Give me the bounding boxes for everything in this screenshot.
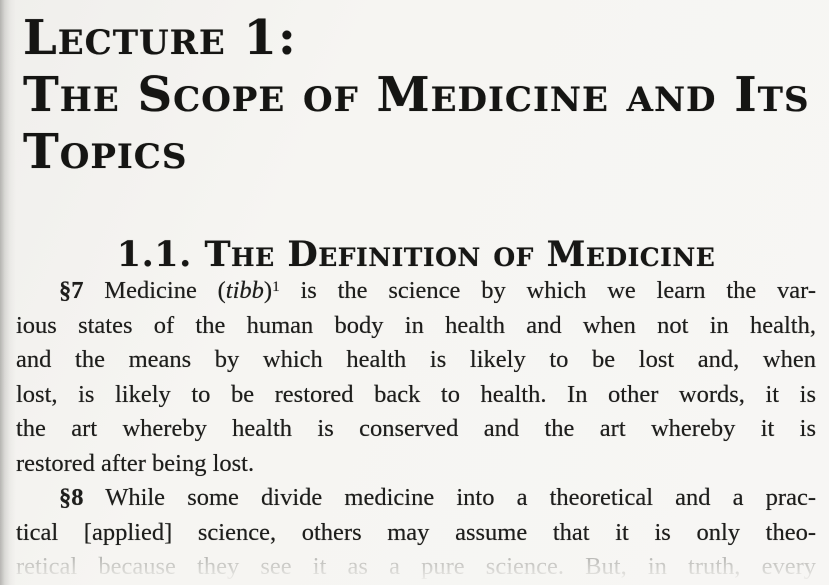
paragraph-8 — [16, 481, 816, 585]
section-marker: §8 — [59, 484, 84, 511]
faded-text-line: retical because they see it as a pure science. But, in truth, every — [16, 550, 816, 585]
text-line: ious states of the human body in health and when not in health, — [16, 311, 816, 339]
text-segment: Medicine ( — [83, 277, 226, 304]
text-line: restored after being lost. — [16, 449, 255, 477]
text-segment: is the science by which we learn the var- — [279, 277, 816, 304]
chapter-title-line-2: The Scope of Medicine and Its — [23, 67, 810, 123]
section-marker: §7 — [59, 277, 84, 304]
italic-term: tibb — [225, 277, 264, 304]
text-segment: ) — [263, 277, 273, 304]
text-line: lost, is likely to be restored back to health. In other words, it is — [16, 380, 816, 408]
text-line — [16, 274, 816, 309]
page-edge-shadow — [0, 0, 16, 585]
text-line: the art whereby health is conserved and the art whereby it is — [16, 415, 816, 442]
text-line: and the means by which health is likely to be lost and, when — [16, 346, 816, 373]
footnote-ref: 1 — [272, 278, 280, 295]
chapter-title-line-1: Lecture 1: — [23, 10, 297, 66]
text-line: tical [applied] science, others may assume that it is only theo- — [16, 518, 816, 546]
text-line — [16, 481, 816, 516]
text-segment: While some divide medicine into a theoretical and a prac- — [83, 484, 816, 511]
body-text — [16, 274, 816, 585]
chapter-title-line-3: Topics — [23, 124, 188, 180]
section-heading: 1.1. The Definition of Medicine — [116, 234, 716, 275]
paragraph-7 — [16, 274, 816, 481]
chapter-title — [23, 10, 810, 181]
